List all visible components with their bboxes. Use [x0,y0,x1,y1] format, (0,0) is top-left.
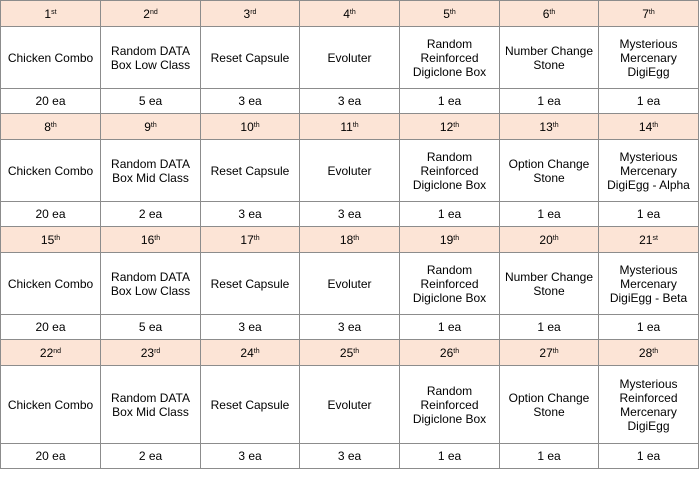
day-number: 17 [240,232,254,247]
day-number: 4 [343,6,350,21]
reward-quantity-cell: 2 ea [101,202,201,227]
day-ordinal-suffix: th [549,8,556,16]
day-header-row [1,1,699,27]
day-cell [599,114,699,140]
reward-item-cell: Mysterious Mercenary DigiEgg [599,27,699,89]
reward-item-cell: Evoluter [300,253,400,315]
day-ordinal-suffix: th [54,234,61,242]
reward-quantity-row [1,89,699,114]
day-cell [300,227,400,253]
day-ordinal-suffix: th [449,8,456,16]
day-cell [400,227,500,253]
day-cell [201,114,300,140]
day-ordinal-suffix: th [349,8,356,16]
day-ordinal-suffix: th [150,121,157,129]
reward-item-cell: Reset Capsule [201,140,300,202]
day-ordinal-suffix: th [253,347,260,355]
day-number: 24 [240,345,254,360]
day-cell [599,1,699,27]
day-number: 7 [642,6,649,21]
reward-item-cell: Chicken Combo [1,140,101,202]
reward-quantity-cell: 1 ea [500,444,599,469]
day-number: 27 [539,345,553,360]
day-ordinal-suffix: nd [149,8,158,16]
reward-quantity-cell: 1 ea [599,202,699,227]
day-ordinal-suffix: th [453,347,460,355]
day-ordinal-suffix: rd [250,8,257,16]
reward-quantity-cell: 5 ea [101,315,201,340]
day-cell [1,340,101,366]
reward-item-cell: Random Reinforced Digiclone Box [400,27,500,89]
day-cell [201,227,300,253]
reward-item-cell: Evoluter [300,366,400,444]
reward-quantity-cell: 1 ea [500,202,599,227]
day-number: 1 [44,6,52,21]
reward-item-cell: Reset Capsule [201,253,300,315]
reward-quantity-row [1,315,699,340]
day-cell [500,1,599,27]
day-number: 9 [144,119,151,134]
day-number: 23 [140,345,155,360]
reward-quantity-cell: 3 ea [300,315,400,340]
day-number: 26 [439,345,454,360]
day-ordinal-suffix: st [652,234,658,242]
reward-item-cell: Random DATA Box Mid Class [101,366,201,444]
day-header-row [1,227,699,253]
reward-quantity-cell: 1 ea [599,315,699,340]
day-number: 2 [143,6,150,21]
reward-item-cell: Option Change Stone [500,366,599,444]
day-ordinal-suffix: th [652,347,659,355]
day-number: 25 [339,345,354,360]
day-number: 3 [243,6,251,21]
reward-item-cell: Chicken Combo [1,27,101,89]
day-number: 8 [44,119,51,134]
day-header-row [1,114,699,140]
reward-item-cell: Random Reinforced Digiclone Box [400,253,500,315]
reward-quantity-cell: 1 ea [400,444,500,469]
reward-quantity-cell: 1 ea [500,315,599,340]
day-number: 10 [240,119,254,134]
reward-item-cell: Option Change Stone [500,140,599,202]
day-cell [300,114,400,140]
day-cell [101,114,201,140]
reward-item-row [1,366,699,444]
day-cell [101,340,201,366]
reward-item-cell: Chicken Combo [1,253,101,315]
day-ordinal-suffix: th [253,121,260,129]
day-number: 21 [639,232,653,247]
reward-item-row [1,253,699,315]
reward-item-cell: Reset Capsule [201,366,300,444]
reward-quantity-cell: 3 ea [201,315,300,340]
day-ordinal-suffix: th [353,234,360,242]
reward-quantity-cell: 1 ea [400,315,500,340]
reward-quantity-cell: 1 ea [400,202,500,227]
reward-item-cell: Evoluter [300,27,400,89]
day-ordinal-suffix: th [652,121,659,129]
day-number: 14 [638,119,653,134]
day-ordinal-suffix: nd [53,347,62,355]
day-cell [400,1,500,27]
reward-item-cell: Evoluter [300,140,400,202]
reward-item-cell: Mysterious Mercenary DigiEgg - Beta [599,253,699,315]
reward-quantity-cell: 1 ea [500,89,599,114]
day-number: 22 [39,345,54,360]
day-number: 15 [40,232,55,247]
reward-item-cell: Random DATA Box Mid Class [101,140,201,202]
reward-quantity-row [1,202,699,227]
reward-item-cell: Random Reinforced Digiclone Box [400,140,500,202]
day-number: 16 [140,232,155,247]
reward-item-cell: Number Change Stone [500,253,599,315]
day-number: 11 [340,119,353,134]
day-ordinal-suffix: th [453,234,460,242]
day-ordinal-suffix: th [50,121,57,129]
day-cell [500,340,599,366]
day-cell [101,1,201,27]
day-ordinal-suffix: rd [154,347,161,355]
reward-quantity-cell: 3 ea [201,444,300,469]
reward-quantity-cell: 1 ea [599,444,699,469]
reward-quantity-cell: 3 ea [300,444,400,469]
reward-quantity-cell: 3 ea [300,89,400,114]
day-cell [300,1,400,27]
reward-quantity-cell: 3 ea [201,202,300,227]
day-cell [599,340,699,366]
day-cell [201,340,300,366]
day-ordinal-suffix: st [51,8,57,16]
reward-item-cell: Random Reinforced Digiclone Box [400,366,500,444]
day-header-row [1,340,699,366]
day-cell [1,1,101,27]
reward-item-cell: Random DATA Box Low Class [101,253,201,315]
day-number: 6 [542,6,550,21]
day-cell [101,227,201,253]
day-ordinal-suffix: th [154,234,161,242]
reward-quantity-cell: 1 ea [599,89,699,114]
reward-quantity-cell: 20 ea [1,202,101,227]
reward-item-cell: Number Change Stone [500,27,599,89]
reward-item-cell: Reset Capsule [201,27,300,89]
day-ordinal-suffix: th [648,8,655,16]
day-cell [599,227,699,253]
reward-item-cell: Mysterious Reinforced Mercenary DigiEgg [599,366,699,444]
reward-quantity-cell: 5 ea [101,89,201,114]
day-ordinal-suffix: th [352,121,359,129]
day-ordinal-suffix: th [552,121,559,129]
reward-item-cell: Mysterious Mercenary DigiEgg - Alpha [599,140,699,202]
reward-quantity-row [1,444,699,469]
reward-quantity-cell: 2 ea [101,444,201,469]
day-ordinal-suffix: th [353,347,360,355]
day-ordinal-suffix: th [552,347,559,355]
day-cell [1,114,101,140]
reward-quantity-cell: 20 ea [1,89,101,114]
reward-item-row [1,27,699,89]
day-cell [400,114,500,140]
reward-item-cell: Random DATA Box Low Class [101,27,201,89]
reward-quantity-cell: 3 ea [201,89,300,114]
day-cell [500,227,599,253]
reward-quantity-cell: 1 ea [400,89,500,114]
reward-quantity-cell: 20 ea [1,315,101,340]
reward-item-cell: Chicken Combo [1,366,101,444]
day-ordinal-suffix: th [552,234,559,242]
reward-item-row [1,140,699,202]
reward-quantity-cell: 3 ea [300,202,400,227]
day-number: 19 [439,232,454,247]
day-number: 5 [443,6,450,21]
day-cell [300,340,400,366]
day-number: 13 [539,119,553,134]
day-number: 28 [638,345,653,360]
day-ordinal-suffix: th [453,121,460,129]
day-cell [201,1,300,27]
day-number: 18 [339,232,354,247]
day-number: 12 [439,119,454,134]
day-cell [400,340,500,366]
day-number: 20 [539,232,553,247]
day-cell [500,114,599,140]
day-ordinal-suffix: th [253,234,260,242]
reward-quantity-cell: 20 ea [1,444,101,469]
day-cell [1,227,101,253]
